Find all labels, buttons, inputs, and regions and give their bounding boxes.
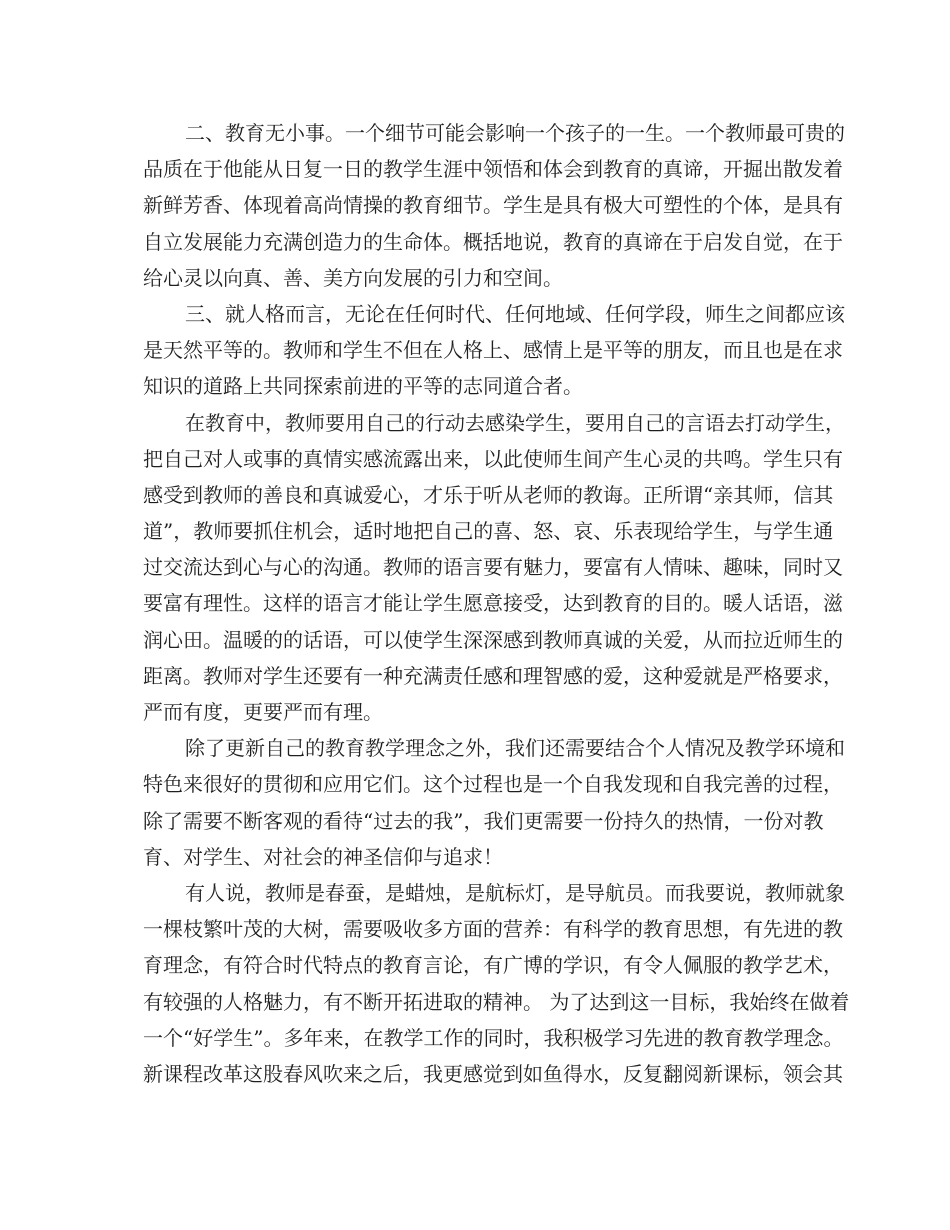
text-line: 三、就人格而言，无论在任何时代、任何地域、任何学段，师生之间都应该 — [185, 301, 845, 326]
text-line: 要富有理性。这样的语言才能让学生愿意接受，达到教育的目的。暖人话语，滋 — [143, 591, 843, 616]
text-line: 一棵枝繁叶茂的大树，需要吸收多方面的营养：有科学的教育思想，有先进的教 — [143, 917, 843, 942]
text-line: 自立发展能力充满创造力的生命体。概括地说，教育的真谛在于启发自觉，在于 — [143, 229, 843, 254]
text-line: 品质在于他能从日复一日的教学生涯中领悟和体会到教育的真谛，开掘出散发着 — [143, 157, 843, 182]
text-line: 特色来很好的贯彻和应用它们。这个过程也是一个自我发现和自我完善的过程， — [143, 772, 843, 797]
text-line: 过交流达到心与心的沟通。教师的语言要有魅力，要富有人情味、趣味，同时又 — [143, 555, 843, 580]
text-line: 严而有度，更要严而有理。 — [143, 700, 383, 724]
text-line: 有人说，教师是春蚕，是蜡烛，是航标灯，是导航员。而我要说，教师就象 — [185, 880, 845, 905]
text-line: 知识的道路上共同探索前进的平等的志同道合者。 — [143, 374, 583, 399]
text-line: 育、对学生、对社会的神圣信仰与追求！ — [143, 844, 503, 869]
text-line: 新课程改革这股春风吹来之后，我更感觉到如鱼得水，反复翻阅新课标，领会其 — [143, 1061, 843, 1086]
text-line: 把自己对人或事的真情实感流露出来，以此使师生间产生心灵的共鸣。学生只有 — [143, 446, 843, 471]
text-line: 除了需要不断客观的看待“过去的我”，我们更需要一份持久的热情，一份对教 — [143, 808, 824, 833]
text-line: 新鲜芳香、体现着高尚情操的教育细节。学生是具有极大可塑性的个体，是具有 — [143, 193, 843, 218]
text-line: 感受到教师的善良和真诚爱心，才乐于听从老师的教诲。正所谓“亲其师，信其 — [143, 482, 834, 507]
text-line: 一个“好学生”。多年来，在教学工作的同时，我积极学习先进的教育教学理念。 — [143, 1025, 844, 1050]
text-line: 是天然平等的。教师和学生不但在人格上、感情上是平等的朋友，而且也是在求 — [143, 338, 843, 363]
document-body — [143, 115, 850, 1092]
text-line: 给心灵以向真、善、美方向发展的引力和空间。 — [143, 265, 563, 290]
text-line: 道”，教师要抓住机会，适时地把自己的喜、怒、哀、乐表现给学生，与学生通 — [143, 519, 834, 544]
text-line: 有较强的人格魅力，有不断开拓进取的精神。 为了达到这一目标，我始终在做着 — [143, 989, 850, 1014]
text-line: 在教育中，教师要用自己的行动去感染学生，要用自己的言语去打动学生， — [185, 410, 845, 435]
text-line: 距离。教师对学生还要有一种充满责任感和理智感的爱，这种爱就是严格要求， — [143, 663, 843, 688]
text-line: 除了更新自己的教育教学理念之外，我们还需要结合个人情况及教学环境和 — [185, 736, 845, 761]
text-line: 润心田。温暖的的话语，可以使学生深深感到教师真诚的关爱，从而拉近师生的 — [143, 627, 843, 652]
text-line: 二、教育无小事。一个细节可能会影响一个孩子的一生。一个教师最可贵的 — [185, 121, 845, 145]
text-line: 育理念，有符合时代特点的教育言论，有广博的学识，有令人佩服的教学艺术， — [143, 953, 843, 978]
